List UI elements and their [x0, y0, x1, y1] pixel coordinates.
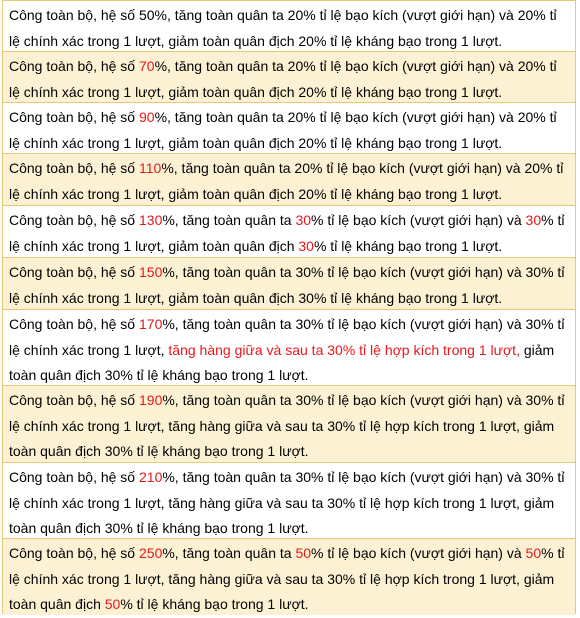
highlighted-text: 190: [139, 392, 163, 408]
highlighted-text: 170: [139, 316, 163, 332]
row-text: %, tăng toàn quân ta 30% tỉ lệ bạo kích (vượt giới hạn) và 30% tỉ lệ chính xác trong 1 lượt, giảm toàn quân địch 30% tỉ lệ kháng bạo trong 1 lượt.: [9, 264, 565, 306]
row-text: % tỉ lệ kháng bạo trong 1 lượt.: [313, 237, 503, 254]
row-text: % tỉ lệ chính xác trong 1 lượt, giảm toàn quân địch: [9, 212, 565, 254]
highlighted-text: 150: [139, 264, 163, 280]
row-text: Công toàn bộ, hệ số: [9, 392, 139, 408]
table-row: [3, 154, 575, 206]
row-text: %, tăng toàn quân ta 30% tỉ lệ bạo kích (vượt giới hạn) và 30% tỉ lệ chính xác trong 1 lượt, tăng hàng giữa và sau ta 30% tỉ lệ hợp kích trong 1 lượt, giảm toàn quân địch 30% tỉ lệ kháng bạo trong 1 lượt.: [9, 392, 565, 459]
skill-level-table: [2, 0, 576, 614]
row-text: % tỉ lệ chính xác trong 1 lượt, tăng hàng giữa và sau ta 30% tỉ lệ hợp kích trong 1 lượt, giảm toàn quân địch: [9, 545, 565, 612]
row-text: Công toàn bộ, hệ số: [9, 160, 139, 176]
table-row: [3, 310, 575, 386]
highlighted-text: 50: [525, 545, 542, 561]
row-text: %, tăng toàn quân ta: [162, 212, 296, 228]
highlighted-text: 30: [295, 212, 312, 228]
row-text: Công toàn bộ, hệ số: [9, 58, 139, 74]
row-text: Công toàn bộ, hệ số: [9, 212, 139, 228]
highlighted-text: 30: [525, 212, 542, 228]
highlighted-text: 90: [139, 109, 155, 125]
highlighted-text: 50: [295, 545, 312, 561]
row-text: % tỉ lệ kháng bạo trong 1 lượt.: [120, 596, 309, 612]
table-row: [3, 258, 575, 310]
table-row: [3, 52, 575, 103]
row-text: % tỉ lệ bạo kích (vượt giới hạn) và: [311, 545, 526, 561]
highlighted-text: 130: [139, 212, 163, 228]
highlighted-text: 70: [139, 58, 155, 74]
highlighted-text: 50: [104, 596, 121, 612]
highlighted-text: 250: [139, 545, 163, 561]
row-text: Công toàn bộ, hệ số: [9, 316, 139, 332]
table-row: [3, 386, 575, 463]
row-text: %, tăng toàn quân ta 20% tỉ lệ bạo kích (vượt giới hạn) và 20% tỉ lệ chính xác trong 1 lượt, giảm toàn quân địch 20% tỉ lệ kháng bạo trong 1 lượt.: [9, 109, 557, 151]
row-text: Công toàn bộ, hệ số 50%, tăng toàn quân ta 20% tỉ lệ bạo kích (vượt giới hạn) và 20% tỉ lệ chính xác trong 1 lượt, giảm toàn quân địch 20% tỉ lệ kháng bạo trong 1 lượt.: [9, 7, 557, 49]
table-row: [3, 1, 575, 52]
table-row: [3, 463, 575, 539]
row-text: %, tăng toàn quân ta 20% tỉ lệ bạo kích (vượt giới hạn) và 20% tỉ lệ chính xác trong 1 lượt, giảm toàn quân địch 20% tỉ lệ kháng bạo trong 1 lượt.: [9, 58, 557, 100]
highlighted-text: 210: [139, 469, 163, 485]
row-text: Công toàn bộ, hệ số: [9, 545, 139, 561]
row-text: giảm toàn quân địch 30% tỉ lệ kháng bạo trong 1 lượt.: [9, 341, 555, 383]
row-text: %, tăng toàn quân ta 30% tỉ lệ bạo kích (vượt giới hạn) và 30% tỉ lệ chính xác trong 1 lượt,: [9, 316, 565, 358]
row-text: Công toàn bộ, hệ số: [9, 109, 139, 125]
highlighted-text: 30: [298, 237, 314, 254]
table-row: [3, 103, 575, 154]
highlighted-text: tăng hàng giữa và sau ta 30% tỉ lệ hợp kích trong 1 lượt,: [168, 341, 520, 358]
row-text: Công toàn bộ, hệ số: [9, 469, 139, 485]
row-text: %, tăng toàn quân ta 30% tỉ lệ bạo kích (vượt giới hạn) và 30% tỉ lệ chính xác trong 1 lượt, tăng hàng giữa và sau ta 30% tỉ lệ hợp kích trong 1 lượt, giảm toàn quân địch 30% tỉ lệ kháng bạo trong 1 lượt.: [9, 469, 565, 536]
row-text: % tỉ lệ bạo kích (vượt giới hạn) và: [311, 212, 526, 228]
row-text: %, tăng toàn quân ta: [162, 545, 296, 561]
table-row: [3, 206, 575, 258]
highlighted-text: 110: [139, 160, 162, 176]
row-text: %, tăng toàn quân ta 20% tỉ lệ bạo kích (vượt giới hạn) và 20% tỉ lệ chính xác trong 1 lượt, giảm toàn quân địch 20% tỉ lệ kháng bạo trong 1 lượt.: [9, 160, 564, 202]
table-row: [3, 539, 575, 615]
row-text: Công toàn bộ, hệ số: [9, 264, 139, 280]
